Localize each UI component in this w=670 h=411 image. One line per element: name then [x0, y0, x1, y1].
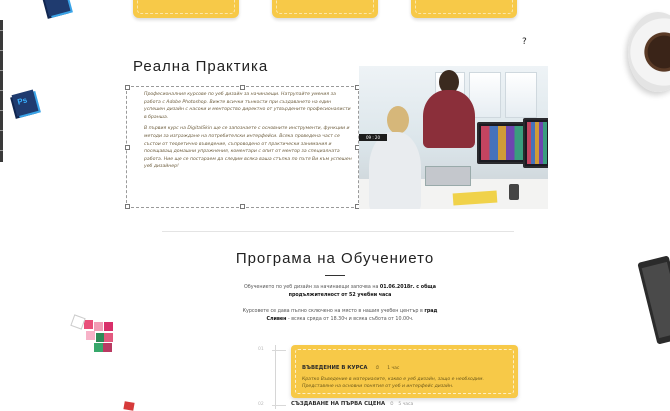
course-title-2: СЪЗДАВАНЕ НА ПЪРВА СЦЕНА [291, 401, 386, 407]
top-card-1 [133, 0, 239, 18]
program-line-1: Обучението по уеб дизайн за начинаещи започва на 01.06.2018г. с обща продължителност от 52 учебни часа [244, 285, 436, 298]
course-item-2[interactable] [291, 401, 413, 407]
course-card-1[interactable] [291, 345, 518, 398]
timeline-number-1: 01 [258, 347, 264, 352]
practice-text-box [126, 86, 359, 208]
timeline-number-2: 02 [258, 402, 264, 407]
help-cursor-icon: ? [522, 37, 527, 47]
course-description-1: Кратко Въведение в материалите, какво е уеб дизайн, защо е необходим. Представяне на основни понятия от уеб и интерфейс дизайн. [302, 377, 484, 389]
photoshop-icon [44, 0, 71, 16]
clock-icon: ⏱ [375, 366, 380, 371]
left-ruler [0, 20, 3, 162]
top-card-3 [411, 0, 517, 18]
practice-paragraph-2: В първия курс на DigitalSkin ще се запознаете с основните инструменти, функции и методи за изграждане на потребителски интерфейси. Всяка проведена част се състои от теоретично въведение, съпроводено от практически занимания и посещаващ домашни упражнения, коментари с опит от ментор за специалната работа. Ние ще се постараем да следим всяка ваша стъпка по пътя Ви към успешен уеб дизайнер! [144, 126, 352, 170]
clock-icon: ⏱ [389, 402, 394, 407]
course-title-1: ВЪВЕДЕНИЕ В КУРСА [302, 365, 368, 371]
program-line-2: Курсовете се дава пълно сключено на място в нашия учебен център в град Сливен - всяка сряда от 18.30ч и всяка събота от 10.00ч. [242, 309, 438, 322]
program-title: Програма на Обучението [235, 250, 435, 267]
timeline-line [275, 345, 276, 409]
practice-title: Реална Практика [133, 58, 269, 75]
practice-paragraph-1: Професионалния курсове по уеб дизайн за начинаещи. Натрупайте умения за работа с Adobe Photoshop. Вижте всички тънкости при създаването на един успешен дизайн с насоки и менторство директно от утвърдените професионалисти в бранша. [144, 92, 351, 120]
top-card-2 [272, 0, 378, 18]
course-duration-1: 1 час [387, 366, 400, 371]
section-divider [162, 231, 514, 232]
practice-photo [359, 66, 548, 209]
course-duration-2: 5 часа [398, 402, 414, 407]
coffee-cup-image [628, 12, 670, 92]
phone-image [637, 255, 670, 344]
photo-time-label: 09 : 20 [359, 134, 387, 141]
photoshop-icon [12, 90, 39, 117]
title-underline [325, 275, 345, 276]
photoshop-label: Ps [16, 95, 29, 107]
